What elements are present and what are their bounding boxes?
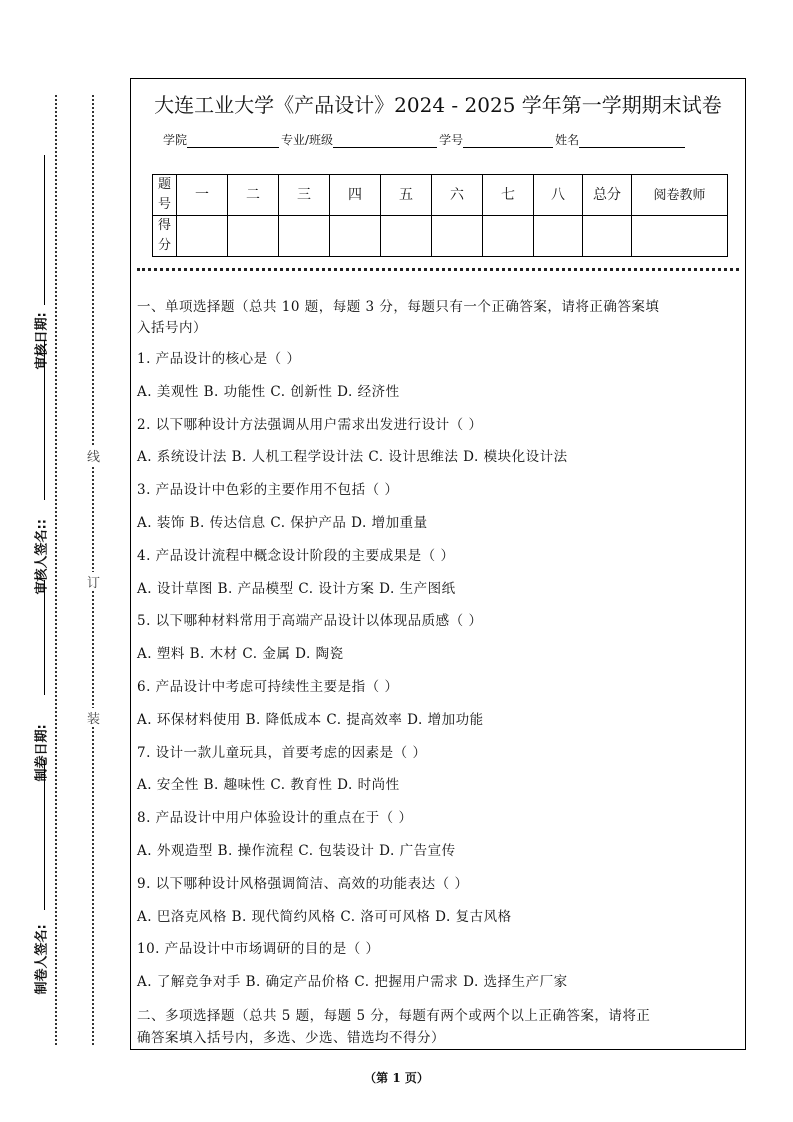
- question-text: 7. 设计一款儿童玩具，首要考虑的因素是（ ）: [137, 744, 427, 761]
- binding-char-order: 订: [87, 572, 100, 591]
- dotted-separator: [137, 268, 739, 271]
- score-cell[interactable]: [432, 216, 483, 257]
- exam-frame: [130, 78, 746, 1050]
- question-options: A. 了解竞争对手 B. 确定产品价格 C. 把握用户需求 D. 选择生产厂家: [137, 974, 568, 991]
- question-options: A. 系统设计法 B. 人机工程学设计法 C. 设计思维法 D. 模块化设计法: [137, 449, 568, 466]
- question-text: 9. 以下哪种设计风格强调简洁、高效的功能表达（ ）: [137, 875, 469, 892]
- score-cell[interactable]: [534, 216, 583, 257]
- column-header: 七: [483, 175, 534, 216]
- score-cell[interactable]: [583, 216, 632, 257]
- score-cell[interactable]: [632, 216, 728, 257]
- exam-title: 大连工业大学《产品设计》2024 - 2025 学年第一学期期末试卷: [154, 93, 722, 117]
- dotted-binding-line: [55, 95, 57, 1045]
- column-header: 六: [432, 175, 483, 216]
- score-cell[interactable]: [381, 216, 432, 257]
- question-options: A. 安全性 B. 趣味性 C. 教育性 D. 时尚性: [137, 777, 400, 794]
- question-options: A. 外观造型 B. 操作流程 C. 包装设计 D. 广告宣传: [137, 843, 456, 859]
- score-cell[interactable]: [177, 216, 228, 257]
- section2-heading-cont: 确答案填入括号内，多选、少选、错选均不得分）: [137, 1030, 445, 1046]
- question-options: A. 塑料 B. 木材 C. 金属 D. 陶瓷: [137, 646, 344, 663]
- student-id-label: 学号: [439, 133, 464, 147]
- score-table-header-row: [153, 175, 728, 216]
- binding-char-bind: 装: [87, 708, 100, 727]
- name-label: 姓名: [555, 133, 580, 147]
- column-header: 阅卷教师: [632, 175, 728, 216]
- column-header: 一: [177, 175, 228, 216]
- major-label: 专业/班级: [281, 133, 334, 147]
- page-number: （第 1 页）: [364, 1071, 429, 1085]
- signature-line: [44, 580, 45, 695]
- college-field[interactable]: [187, 135, 279, 148]
- question-text: 3. 产品设计中色彩的主要作用不包括（ ）: [137, 482, 399, 499]
- student-info: [163, 131, 687, 148]
- dotted-binding-line: [92, 95, 94, 1045]
- question-options: A. 设计草图 B. 产品模型 C. 设计方案 D. 生产图纸: [137, 580, 456, 597]
- section2-heading: 二、多项选择题（总共 5 题，每题 5 分，每题有两个或两个以上正确答案，请将正: [137, 1008, 651, 1024]
- question-options: A. 巴洛克风格 B. 现代简约风格 C. 洛可可风格 D. 复古风格: [137, 908, 512, 925]
- section1-heading: 一、单项选择题（总共 10 题，每题 3 分，每题只有一个正确答案，请将正确答案填: [137, 299, 660, 315]
- column-header: 四: [330, 175, 381, 216]
- question-text: 4. 产品设计流程中概念设计阶段的主要成果是（ ）: [137, 547, 455, 564]
- binding-char-line: 线: [87, 446, 100, 465]
- review-date-label: 审核日期:: [34, 312, 50, 370]
- column-header: 二: [228, 175, 279, 216]
- column-header: 八: [534, 175, 583, 216]
- major-field[interactable]: [333, 135, 437, 148]
- name-field[interactable]: [579, 135, 685, 148]
- preparer-signature-label: 制卷人签名:: [34, 924, 50, 995]
- student-id-field[interactable]: [463, 135, 553, 148]
- question-text: 2. 以下哪种设计方法强调从用户需求出发进行设计（ ）: [137, 416, 483, 433]
- column-header: 三: [279, 175, 330, 216]
- reviewer-signature-label: 审核人签名::: [34, 519, 50, 595]
- question-options: A. 环保材料使用 B. 降低成本 C. 提高效率 D. 增加功能: [137, 711, 484, 728]
- question-text: 10. 产品设计中市场调研的目的是（ ）: [137, 941, 380, 958]
- question-text: 6. 产品设计中考虑可持续性主要是指（ ）: [137, 679, 399, 695]
- column-header: 总分: [583, 175, 632, 216]
- score-cell[interactable]: [228, 216, 279, 257]
- score-label: 得分: [153, 216, 177, 257]
- signature-line: [44, 340, 45, 500]
- score-cell[interactable]: [279, 216, 330, 257]
- score-cell[interactable]: [330, 216, 381, 257]
- column-header: 五: [381, 175, 432, 216]
- prepare-date-label: 制卷日期:: [34, 724, 50, 782]
- score-table-score-row: [153, 216, 728, 257]
- question-text: 1. 产品设计的核心是（ ）: [137, 351, 301, 367]
- question-text: 5. 以下哪种材料常用于高端产品设计以体现品质感（ ）: [137, 613, 483, 630]
- question-options: A. 装饰 B. 传达信息 C. 保护产品 D. 增加重量: [137, 515, 428, 531]
- score-cell[interactable]: [483, 216, 534, 257]
- college-label: 学院: [163, 133, 188, 147]
- section1-heading-cont: 入括号内）: [137, 320, 207, 336]
- signature-line: [44, 760, 45, 910]
- question-options: A. 美观性 B. 功能性 C. 创新性 D. 经济性: [137, 383, 400, 400]
- question-text: 8. 产品设计中用户体验设计的重点在于（ ）: [137, 810, 413, 827]
- header-label: 题号: [153, 175, 177, 216]
- score-table: [152, 174, 728, 257]
- signature-line: [44, 155, 45, 305]
